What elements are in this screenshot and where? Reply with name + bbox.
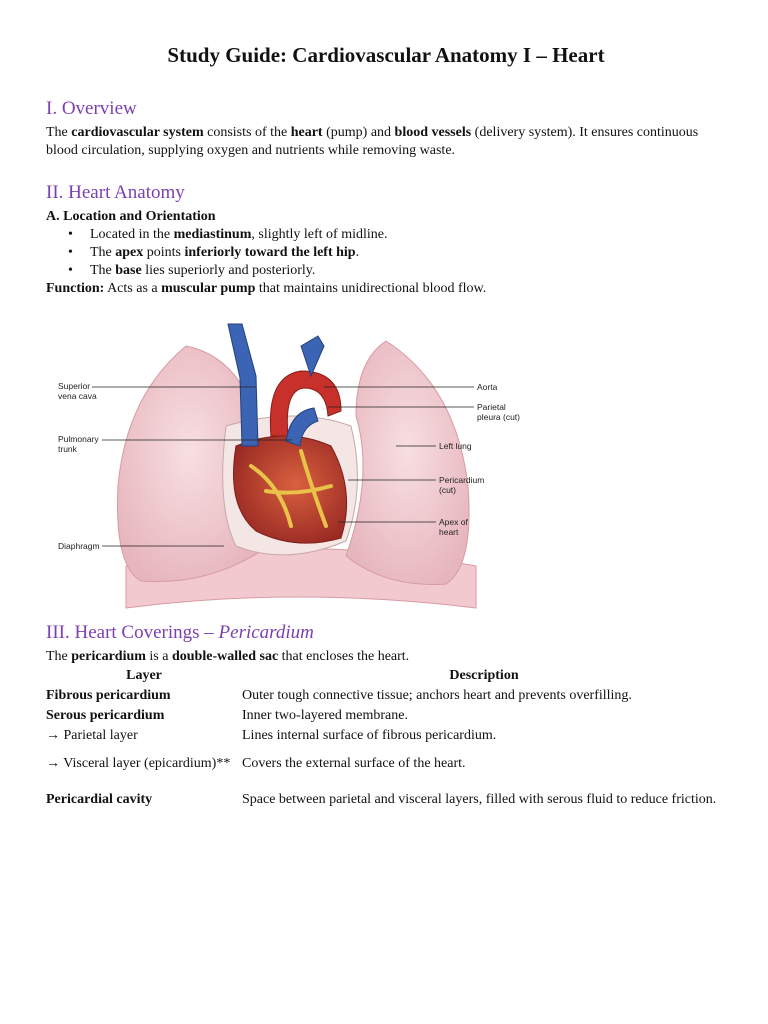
heading-overview: I. Overview [46,98,137,119]
label-pleura-cut: pleura (cut) [477,412,520,422]
term-left-hip: inferiorly toward the left hip [184,245,356,260]
table-cell-layer: Serous pericardium [46,708,165,723]
term-double-walled-sac: double-walled sac [171,649,279,664]
list-item [90,244,768,262]
term-cardiovascular-system: cardiovascular system [71,125,204,140]
text-run: Located in the [90,227,174,242]
table-row [46,686,726,706]
column-header-layer: Layer [126,668,162,683]
label-parietal: Parietal [477,402,506,412]
label-pericardium-cut: (cut) [439,485,456,495]
term-apex: apex [115,245,144,260]
heading-text: III. Heart Coverings – [46,622,219,643]
function-paragraph [46,280,726,298]
term-blood-vessels: blood vessels [394,125,472,140]
table-cell-layer: → Visceral layer (epicardium)** [46,756,231,771]
table-row [46,726,726,746]
overview-paragraph [46,124,726,160]
text-run: The [90,245,116,260]
text-run: Acts as a [104,281,162,296]
table-cell-description: Covers the external surface of the heart. [242,756,466,771]
function-label: Function: [46,281,105,296]
term-heart: heart [290,125,323,140]
label-superior: Superior [58,381,91,391]
label-vena-cava: vena cava [58,391,97,401]
orientation-list [46,226,768,280]
label-heart: heart [439,527,459,537]
table-cell-description: Inner two-layered membrane. [242,708,408,723]
label-pericardium: Pericardium [439,475,485,485]
table-row [46,706,726,726]
table-cell-layer: Pericardial cavity [46,792,153,807]
list-item [90,262,768,280]
table-row [46,746,726,782]
vessel-branch [301,336,324,376]
label-apex-of: Apex of [439,517,468,527]
text-run: . [355,245,360,260]
left-lung-shape [346,341,469,584]
text-run: (delivery system). It ensures continuous blood circulation, supplying oxygen and nutrients while removing waste. [46,125,699,158]
table-cell-layer: → Parietal layer [46,728,138,743]
coverings-intro [46,648,726,666]
term-base: base [115,263,142,278]
page-title: Study Guide: Cardiovascular Anatomy I – Heart [167,43,605,67]
heart-anatomy-figure [56,316,546,622]
table-row [46,782,726,818]
subheading-location: A. Location and Orientation [46,209,216,224]
label-pulmonary: Pulmonary [58,434,99,444]
term-pericardium: pericardium [71,649,146,664]
heading-heart-anatomy: II. Heart Anatomy [46,182,185,203]
text-run: is a [145,649,172,664]
text-run: that maintains unidirectional blood flow. [255,281,487,296]
term-muscular-pump: muscular pump [161,281,256,296]
term-mediastinum: mediastinum [173,227,252,242]
label-left-lung: Left lung [439,441,472,451]
list-item [90,226,768,244]
text-run: points [143,245,185,260]
text-run: , slightly left of midline. [251,227,388,242]
table-cell-description: Space between parietal and visceral layers, filled with serous fluid to reduce friction. [242,792,717,807]
text-run: The [46,649,72,664]
text-run: The [46,125,72,140]
pericardium-table [46,666,726,818]
label-trunk: trunk [58,444,77,454]
table-cell-description: Outer tough connective tissue; anchors heart and prevents overfilling. [242,688,632,703]
heading-heart-coverings [46,624,314,642]
text-run: The [90,263,116,278]
text-run: that encloses the heart. [278,649,410,664]
table-cell-layer: Fibrous pericardium [46,688,171,703]
text-run: lies superiorly and posteriorly. [141,263,316,278]
heading-term-pericardium: Pericardium [218,622,314,643]
text-run: consists of the [203,125,291,140]
label-aorta: Aorta [477,382,498,392]
table-cell-description: Lines internal surface of fibrous pericardium. [242,728,497,743]
column-header-description: Description [449,668,519,683]
text-run: (pump) and [322,125,395,140]
label-diaphragm: Diaphragm [58,541,100,551]
